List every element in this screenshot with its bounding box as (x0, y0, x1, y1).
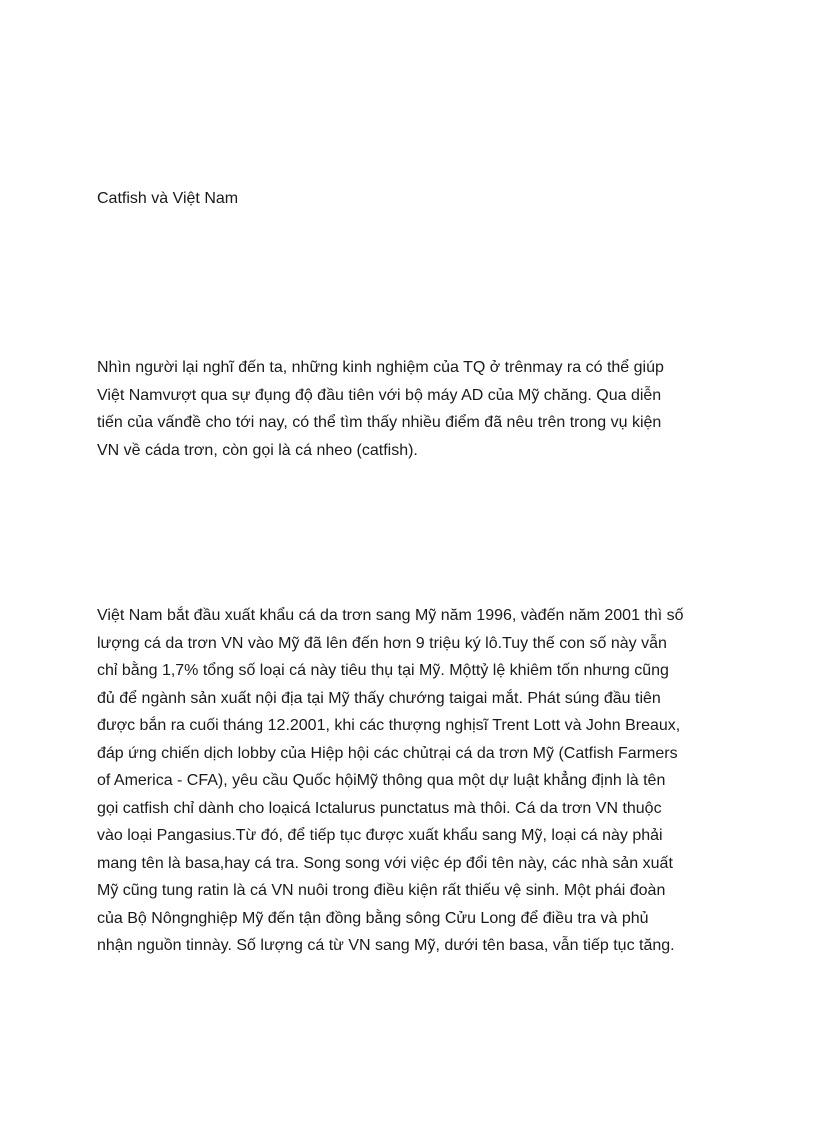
paragraph-line: Việt Namvượt qua sự đụng độ đầu tiên với bộ máy AD của Mỹ chăng. Qua diễn (97, 386, 662, 404)
paragraph-line: of America - CFA), yêu cầu Quốc hộiMỹ thông qua một dự luật khẳng định là tên (97, 772, 666, 789)
paragraph-line: VN về cáda trơn, còn gọi là cá nheo (catfish). (97, 441, 418, 459)
paragraph-line: Nhìn người lại nghĩ đến ta, những kinh nghiệm của TQ ở trênmay ra có thể giúp (97, 359, 664, 376)
paragraph-intro (97, 354, 664, 464)
paragraph-line: gọi catfish chỉ dành cho loạicá Ictalurus punctatus mà thôi. Cá da trơn VN thuộc (97, 799, 662, 817)
paragraph-line: nhận nguồn tinnày. Số lượng cá từ VN sang Mỹ, dưới tên basa, vẫn tiếp tục tăng. (97, 937, 675, 954)
paragraph-line: tiến của vấnđề cho tới nay, có thể tìm thấy nhiều điểm đã nêu trên trong vụ kiện (97, 414, 662, 431)
paragraph-line: vào loại Pangasius.Từ đó, để tiếp tục được xuất khẩu sang Mỹ, loại cá này phải (97, 827, 663, 844)
paragraph-line: đáp ứng chiến dịch lobby của Hiệp hội các chủtrại cá da trơn Mỹ (Catfish Farmers (97, 744, 678, 762)
paragraph-line: lượng cá da trơn VN vào Mỹ đã lên đến hơn 9 triệu ký lô.Tuy thế con số này vẫn (97, 634, 667, 652)
paragraph-line: của Bộ Nôngnghiệp Mỹ đến tận đồng bằng sông Cửu Long để điều tra và phủ (97, 909, 649, 927)
paragraph-line: Mỹ cũng tung ratin là cá VN nuôi trong điều kiện rất thiếu vệ sinh. Một phái đoàn (97, 882, 666, 899)
paragraph-line: đủ để ngành sản xuất nội địa tại Mỹ thấy chướng taigai mắt. Phát súng đầu tiên (97, 689, 661, 707)
paragraph-line: được bắn ra cuối tháng 12.2001, khi các thượng nghịsĩ Trent Lott và John Breaux, (97, 717, 681, 734)
paragraph-line: Việt Nam bắt đầu xuất khẩu cá da trơn sang Mỹ năm 1996, vàđến năm 2001 thì số (97, 607, 684, 624)
paragraph-history (97, 602, 684, 960)
paragraph-line: chỉ bằng 1,7% tổng số loại cá này tiêu thụ tại Mỹ. Mộttỷ lệ khiêm tốn nhưng cũng (97, 662, 669, 679)
paragraph-line: mang tên là basa,hay cá tra. Song song với việc ép đổi tên này, các nhà sản xuất (97, 854, 673, 872)
page-title: Catfish và Việt Nam (97, 190, 239, 207)
